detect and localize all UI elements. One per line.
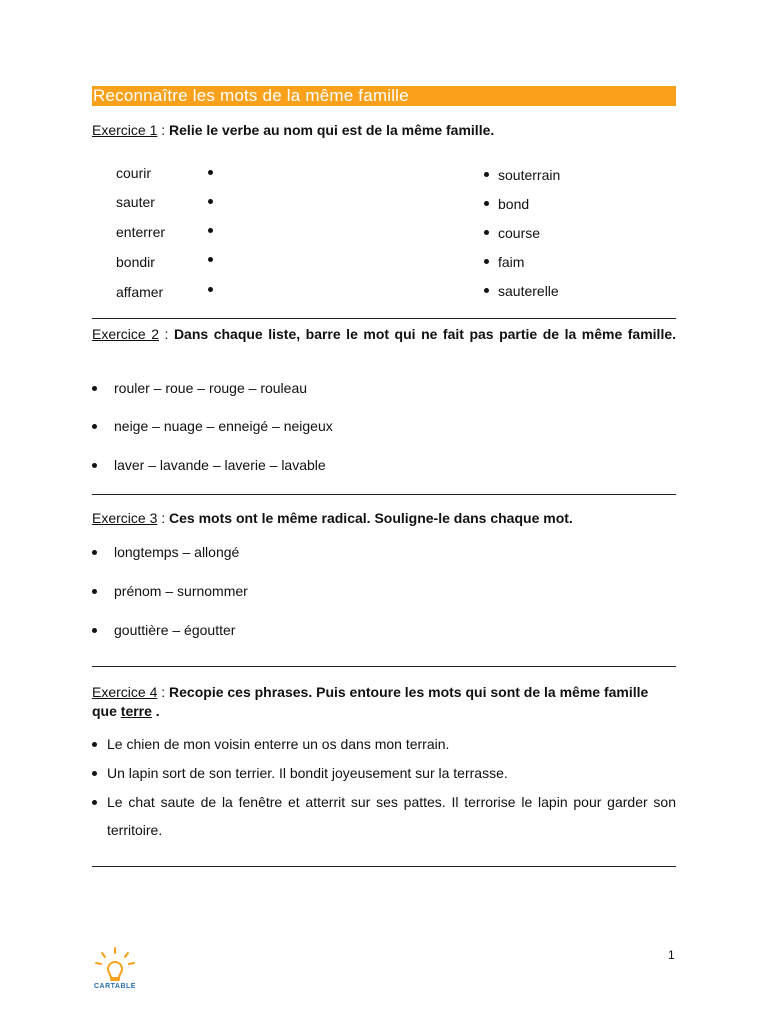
exercise-4-instruction: Recopie ces phrases. Puis entoure les mots qui sont de la même famille que terre . (92, 684, 649, 719)
exercise-1-instruction: Relie le verbe au nom qui est de la même famille. (169, 122, 495, 138)
page-number: 1 (668, 948, 675, 962)
worksheet-page: Reconnaître les mots de la même famille Exercice 1 : Relie le verbe au nom qui est de la même famille. courir sauter enterrer bondir affamer souterrain bond course faim sauterelle Exercice 2 : Dans chaque liste, barre le mot qui ne fait pas partie de la même famille. rouler – roue – rouge – rouleau neige – nuage – enneigé – neigeux laver – lavande – laverie – lavable Exercice 3 : Ces mots ont le même radical. Souligne-le dans chaque mot. longtemps – allongé prénom – surnommer gouttière – égoutter Exercice 4 : Recopie ces phrases. Puis entoure les mots qui sont de la même famille que terre . Le chien de mon voisin enterre un os dans mon terrain. Un lapin sort de son terrier. Il bondit joyeusement sur la terrasse. Le chat saute de la fenêtre et atterrit sur ses pattes. Il terrorise le lapin pour garder son territoire. CARTABLE 1 (0, 0, 768, 1024)
noun-link-dot[interactable] (484, 259, 489, 264)
target-word: terre (120, 703, 152, 719)
section-divider (92, 866, 676, 867)
noun-link-dot[interactable] (484, 172, 489, 177)
exercise-1-heading: Exercice 1 : Relie le verbe au nom qui est de la même famille. (92, 122, 495, 138)
verb-link-dot[interactable] (208, 199, 213, 204)
section-divider (92, 494, 676, 495)
verb-item: sauter (116, 194, 155, 210)
exercise-4-heading: Exercice 4 : Recopie ces phrases. Puis entoure les mots qui sont de la même famille que terre . (92, 684, 649, 719)
logo-text: CARTABLE (94, 983, 136, 990)
exercise-2-heading: Exercice 2 : Dans chaque liste, barre le mot qui ne fait pas partie de la même famille. (92, 326, 677, 342)
sentence-item: Le chat saute de la fenêtre et atterrit sur ses pattes. Il terrorise le lapin pour garder son territoire. (92, 788, 676, 844)
exercise-4-label: Exercice 4 (92, 684, 158, 700)
section-divider (92, 318, 676, 319)
bullet-icon (92, 424, 97, 429)
noun-item: bond (498, 196, 530, 212)
sentence-item: Un lapin sort de son terrier. Il bondit joyeusement sur la terrasse. (92, 759, 676, 787)
exercise-2-label: Exercice 2 (92, 326, 159, 342)
verb-item: enterrer (116, 224, 166, 240)
verb-item: bondir (116, 254, 155, 270)
verb-link-dot[interactable] (208, 287, 213, 292)
bullet-icon (92, 771, 97, 776)
bullet-icon (92, 628, 97, 633)
exercise-1-label: Exercice 1 (92, 122, 158, 138)
noun-link-dot[interactable] (484, 201, 489, 206)
exercise-3-instruction: Ces mots ont le même radical. Souligne-le dans chaque mot. (169, 510, 573, 526)
noun-item: faim (498, 254, 525, 270)
verb-item: courir (116, 165, 152, 181)
verb-item: affamer (116, 284, 164, 300)
verb-link-dot[interactable] (208, 257, 213, 262)
noun-item: souterrain (498, 167, 561, 183)
sentence-item: Le chien de mon voisin enterre un os dans mon terrain. (92, 730, 676, 758)
section-divider (92, 666, 676, 667)
exercise-3-label: Exercice 3 (92, 510, 158, 526)
verb-link-dot[interactable] (208, 228, 213, 233)
noun-link-dot[interactable] (484, 288, 489, 293)
bullet-icon (92, 742, 97, 747)
bullet-icon (92, 800, 97, 805)
bullet-icon (92, 463, 97, 468)
exercise-2-instruction: Dans chaque liste, barre le mot qui ne fait pas partie de la même famille. (173, 326, 677, 342)
worksheet-title: Reconnaître les mots de la même famille (92, 86, 676, 106)
noun-item: course (498, 225, 541, 241)
noun-item: sauterelle (498, 283, 559, 299)
exercise-3-heading: Exercice 3 : Ces mots ont le même radical. Souligne-le dans chaque mot. (92, 510, 573, 526)
verb-link-dot[interactable] (208, 170, 213, 175)
bullet-icon (92, 589, 97, 594)
noun-link-dot[interactable] (484, 230, 489, 235)
bullet-icon (92, 386, 97, 391)
bullet-icon (92, 550, 97, 555)
